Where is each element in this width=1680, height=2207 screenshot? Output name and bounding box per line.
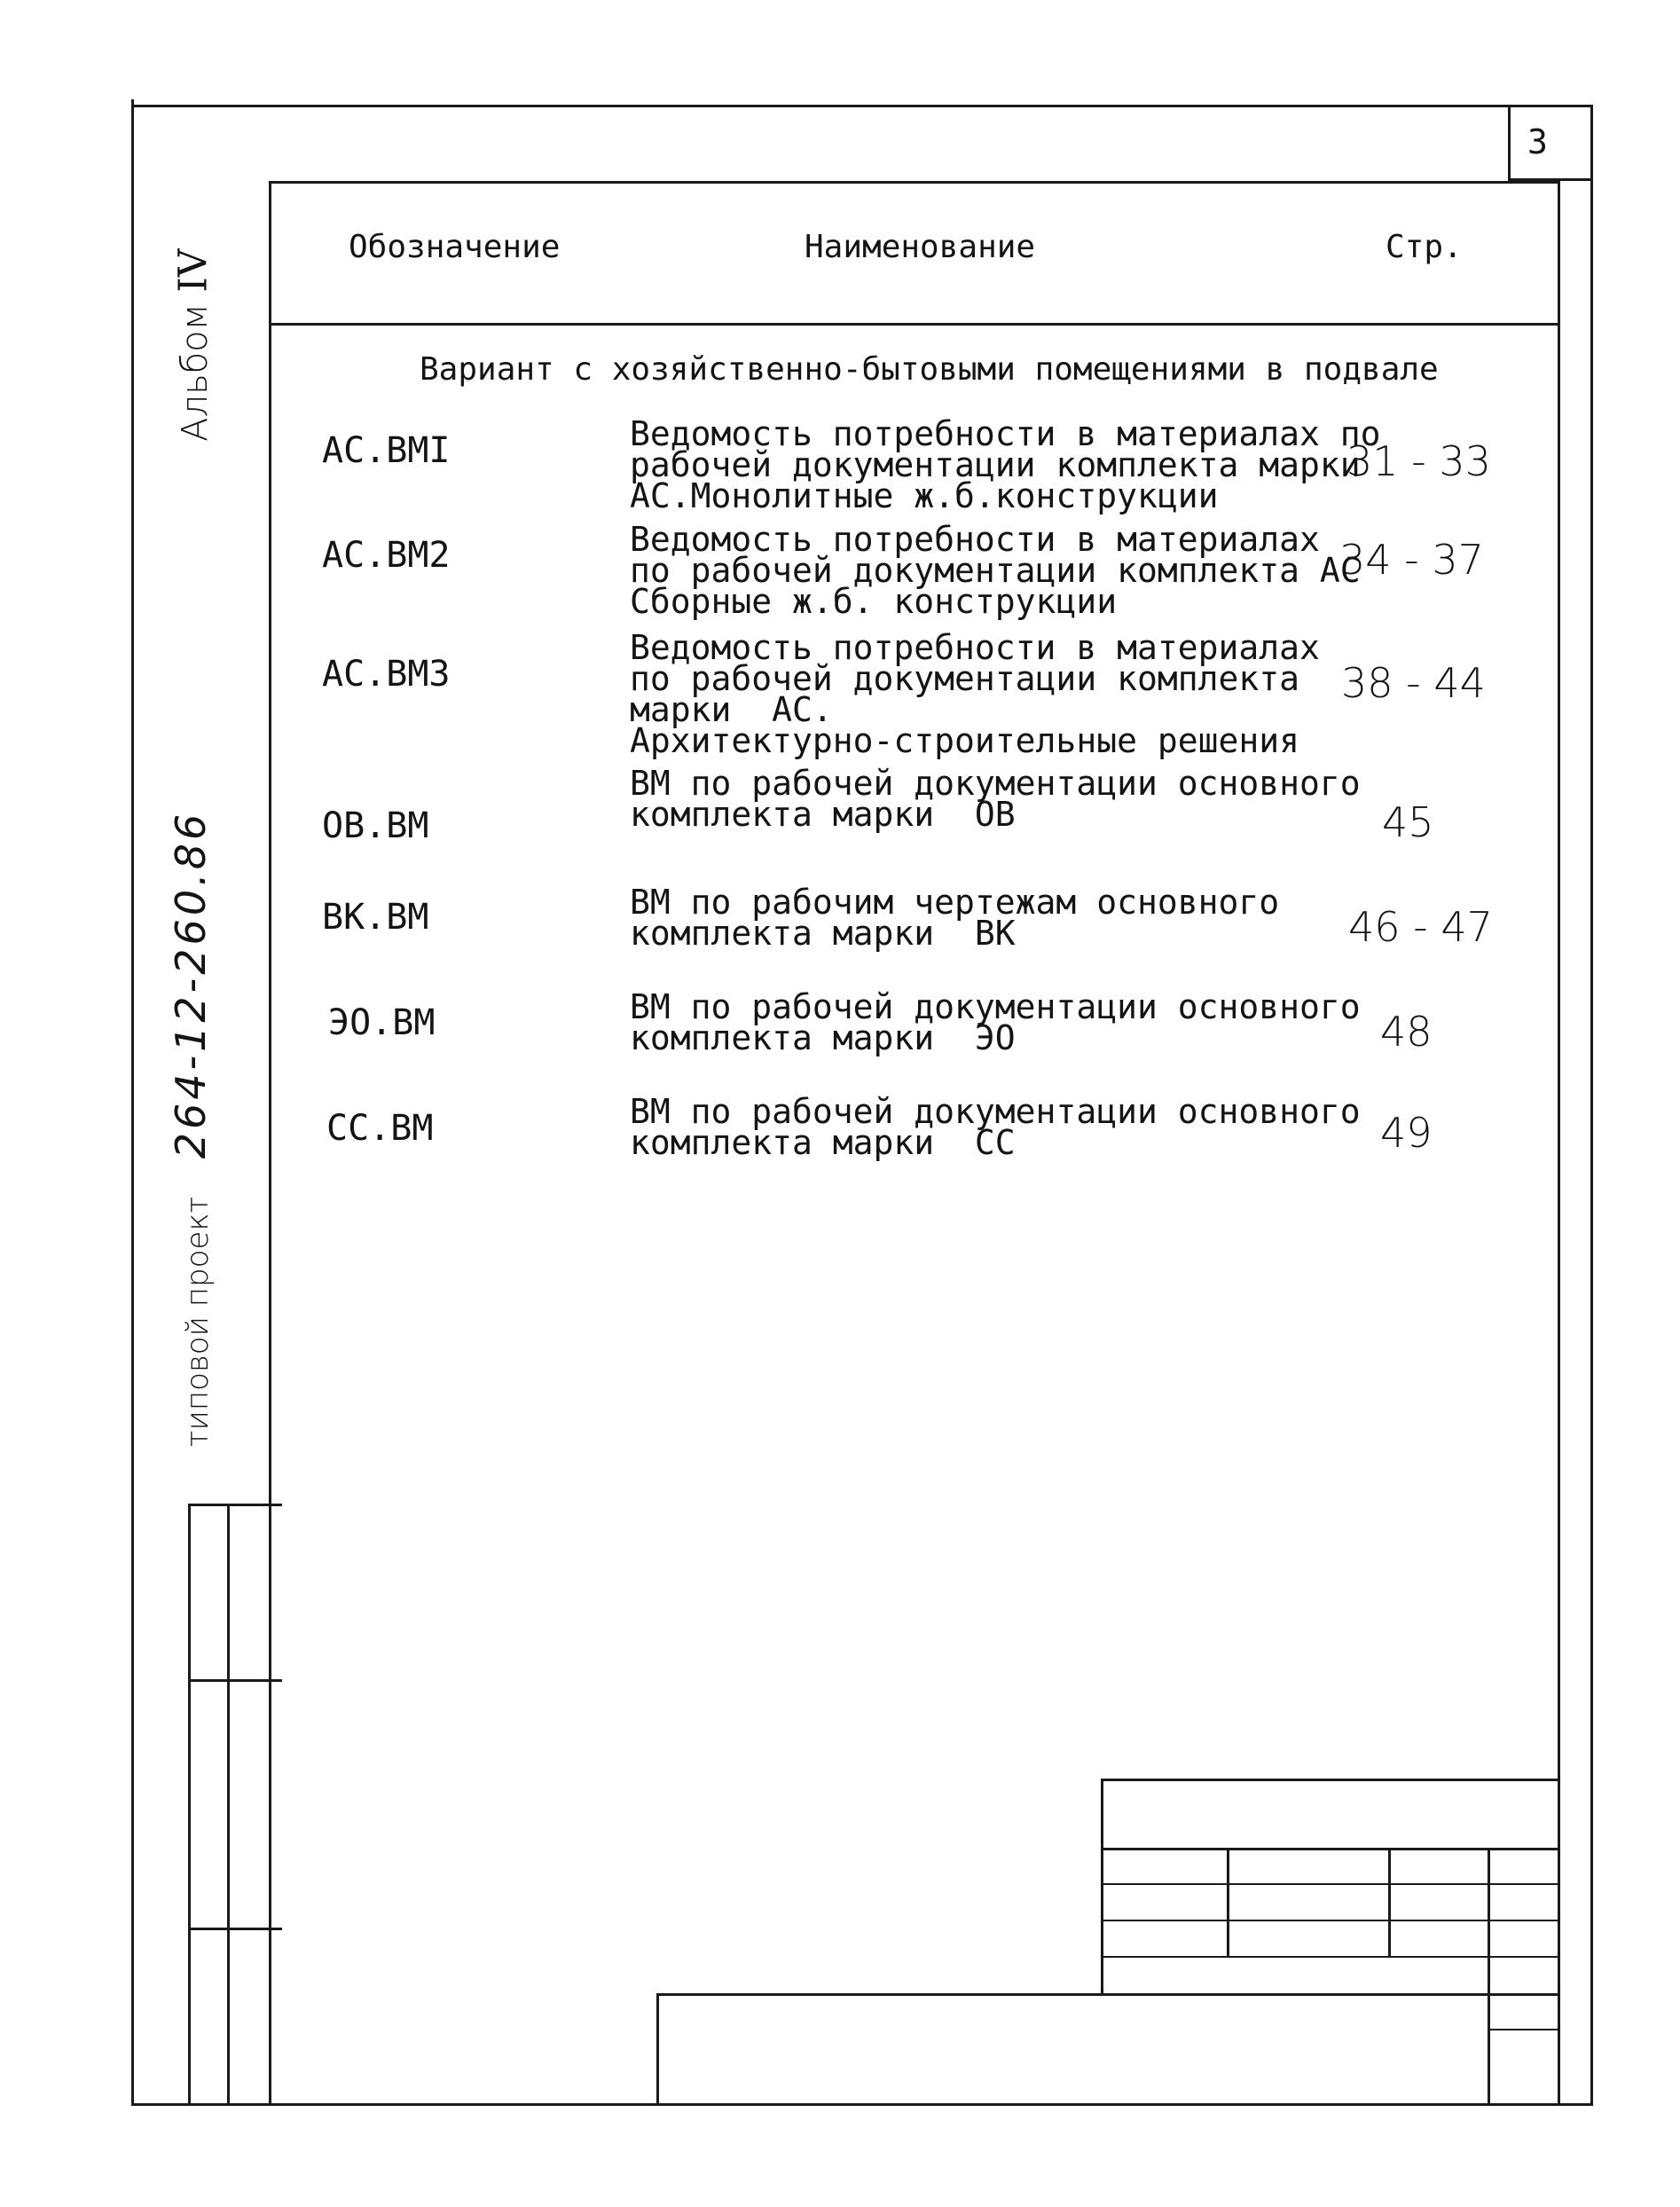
row-pages: 31 - 33	[1346, 437, 1491, 485]
title-block-rule-2	[1101, 1883, 1560, 1885]
side-stamp-mid	[227, 1504, 230, 2106]
row-name-line: комплекта марки СС	[630, 1123, 1016, 1162]
row-name-line: комплекта марки ОВ	[630, 795, 1016, 834]
row-pages: 48	[1380, 1008, 1433, 1056]
row-code: АС.ВМ2	[322, 535, 451, 576]
side-stamp-rule-3	[188, 1928, 282, 1930]
row-name-line: комплекта марки ВК	[630, 914, 1016, 953]
title-block-rule-3	[1101, 1920, 1560, 1921]
row-pages: 45	[1382, 798, 1434, 846]
side-stamp-left	[188, 1504, 191, 2106]
title-block-rule-1	[1101, 1848, 1560, 1850]
album-number: IV	[170, 248, 216, 293]
row-name-line: АС.Монолитные ж.б.конструкции	[630, 476, 1219, 515]
row-name-line: Сборные ж.б. конструкции	[630, 582, 1118, 621]
row-name-line: Архитектурно-строительные решения	[630, 721, 1299, 760]
row-name-line: комплекта марки ЭО	[630, 1018, 1016, 1057]
project-code: 264-12-260.86	[167, 810, 215, 1159]
row-code: СС.ВМ	[326, 1108, 434, 1149]
row-name-line: по рабочей документации комплекта АС	[630, 551, 1361, 590]
row-name-line: ВМ по рабочей документации основного	[630, 1092, 1361, 1131]
row-pages: 38 - 44	[1341, 659, 1486, 707]
outer-frame-right	[1590, 105, 1593, 2106]
section-title: Вариант с хозяйственно-бытовыми помещениями в подвале	[420, 351, 1439, 388]
title-block-top	[1101, 1779, 1560, 1781]
row-pages: 34 - 37	[1339, 536, 1484, 584]
title-block-left-upper	[1101, 1779, 1103, 1996]
row-code: АС.ВМI	[322, 430, 451, 471]
inner-frame-left	[269, 181, 271, 2106]
row-code: АС.ВМЗ	[322, 654, 451, 695]
row-name-line: ВМ по рабочей документации основного	[630, 764, 1361, 803]
title-block-rule-6	[1488, 2029, 1560, 2030]
title-block-left-lower	[656, 1993, 659, 2106]
row-pages: 46 - 47	[1348, 903, 1493, 951]
header-name: Наименование	[805, 229, 1036, 265]
row-name-line: Ведомость потребности в материалах по	[630, 414, 1381, 453]
title-block-col-2	[1388, 1848, 1391, 1958]
sheet-number: 3	[1527, 122, 1548, 161]
sheet-box-left	[1508, 105, 1511, 181]
side-stamp-rule-1	[188, 1504, 282, 1506]
row-code: ЭО.ВМ	[328, 1002, 436, 1043]
row-name-line: ВМ по рабочим чертежам основного	[630, 883, 1280, 922]
row-name-line: марки АС.	[630, 690, 833, 729]
inner-frame-top	[269, 181, 1560, 184]
inner-frame-right	[1558, 181, 1560, 2106]
header-bottom-rule	[269, 323, 1560, 326]
row-code: ВК.ВМ	[322, 897, 429, 938]
row-code: ОВ.ВМ	[322, 805, 429, 846]
outer-frame-top	[131, 105, 1593, 107]
title-block-col-3	[1488, 1848, 1490, 2106]
title-block-rule-5	[656, 1993, 1560, 1996]
row-name-line: ВМ по рабочей документации основного	[630, 987, 1361, 1026]
header-designation: Обозначение	[349, 229, 561, 265]
outer-frame-bottom	[131, 2103, 1593, 2106]
row-name-line: рабочей документации комплекта марки	[630, 445, 1361, 484]
title-block-col-1	[1227, 1848, 1229, 1958]
row-name-line: по рабочей документации комплекта	[630, 659, 1299, 698]
title-block-rule-4	[1101, 1956, 1560, 1958]
header-page: Стр.	[1386, 229, 1463, 265]
outer-frame-left	[131, 99, 134, 2106]
row-pages: 49	[1380, 1109, 1433, 1157]
row-name-line: Ведомость потребности в материалах	[630, 520, 1320, 559]
project-label: типовой проект	[180, 1196, 216, 1448]
album-label: Альбом	[175, 303, 216, 442]
side-stamp-rule-2	[188, 1679, 282, 1682]
row-name-line: Ведомость потребности в материалах	[630, 628, 1320, 667]
